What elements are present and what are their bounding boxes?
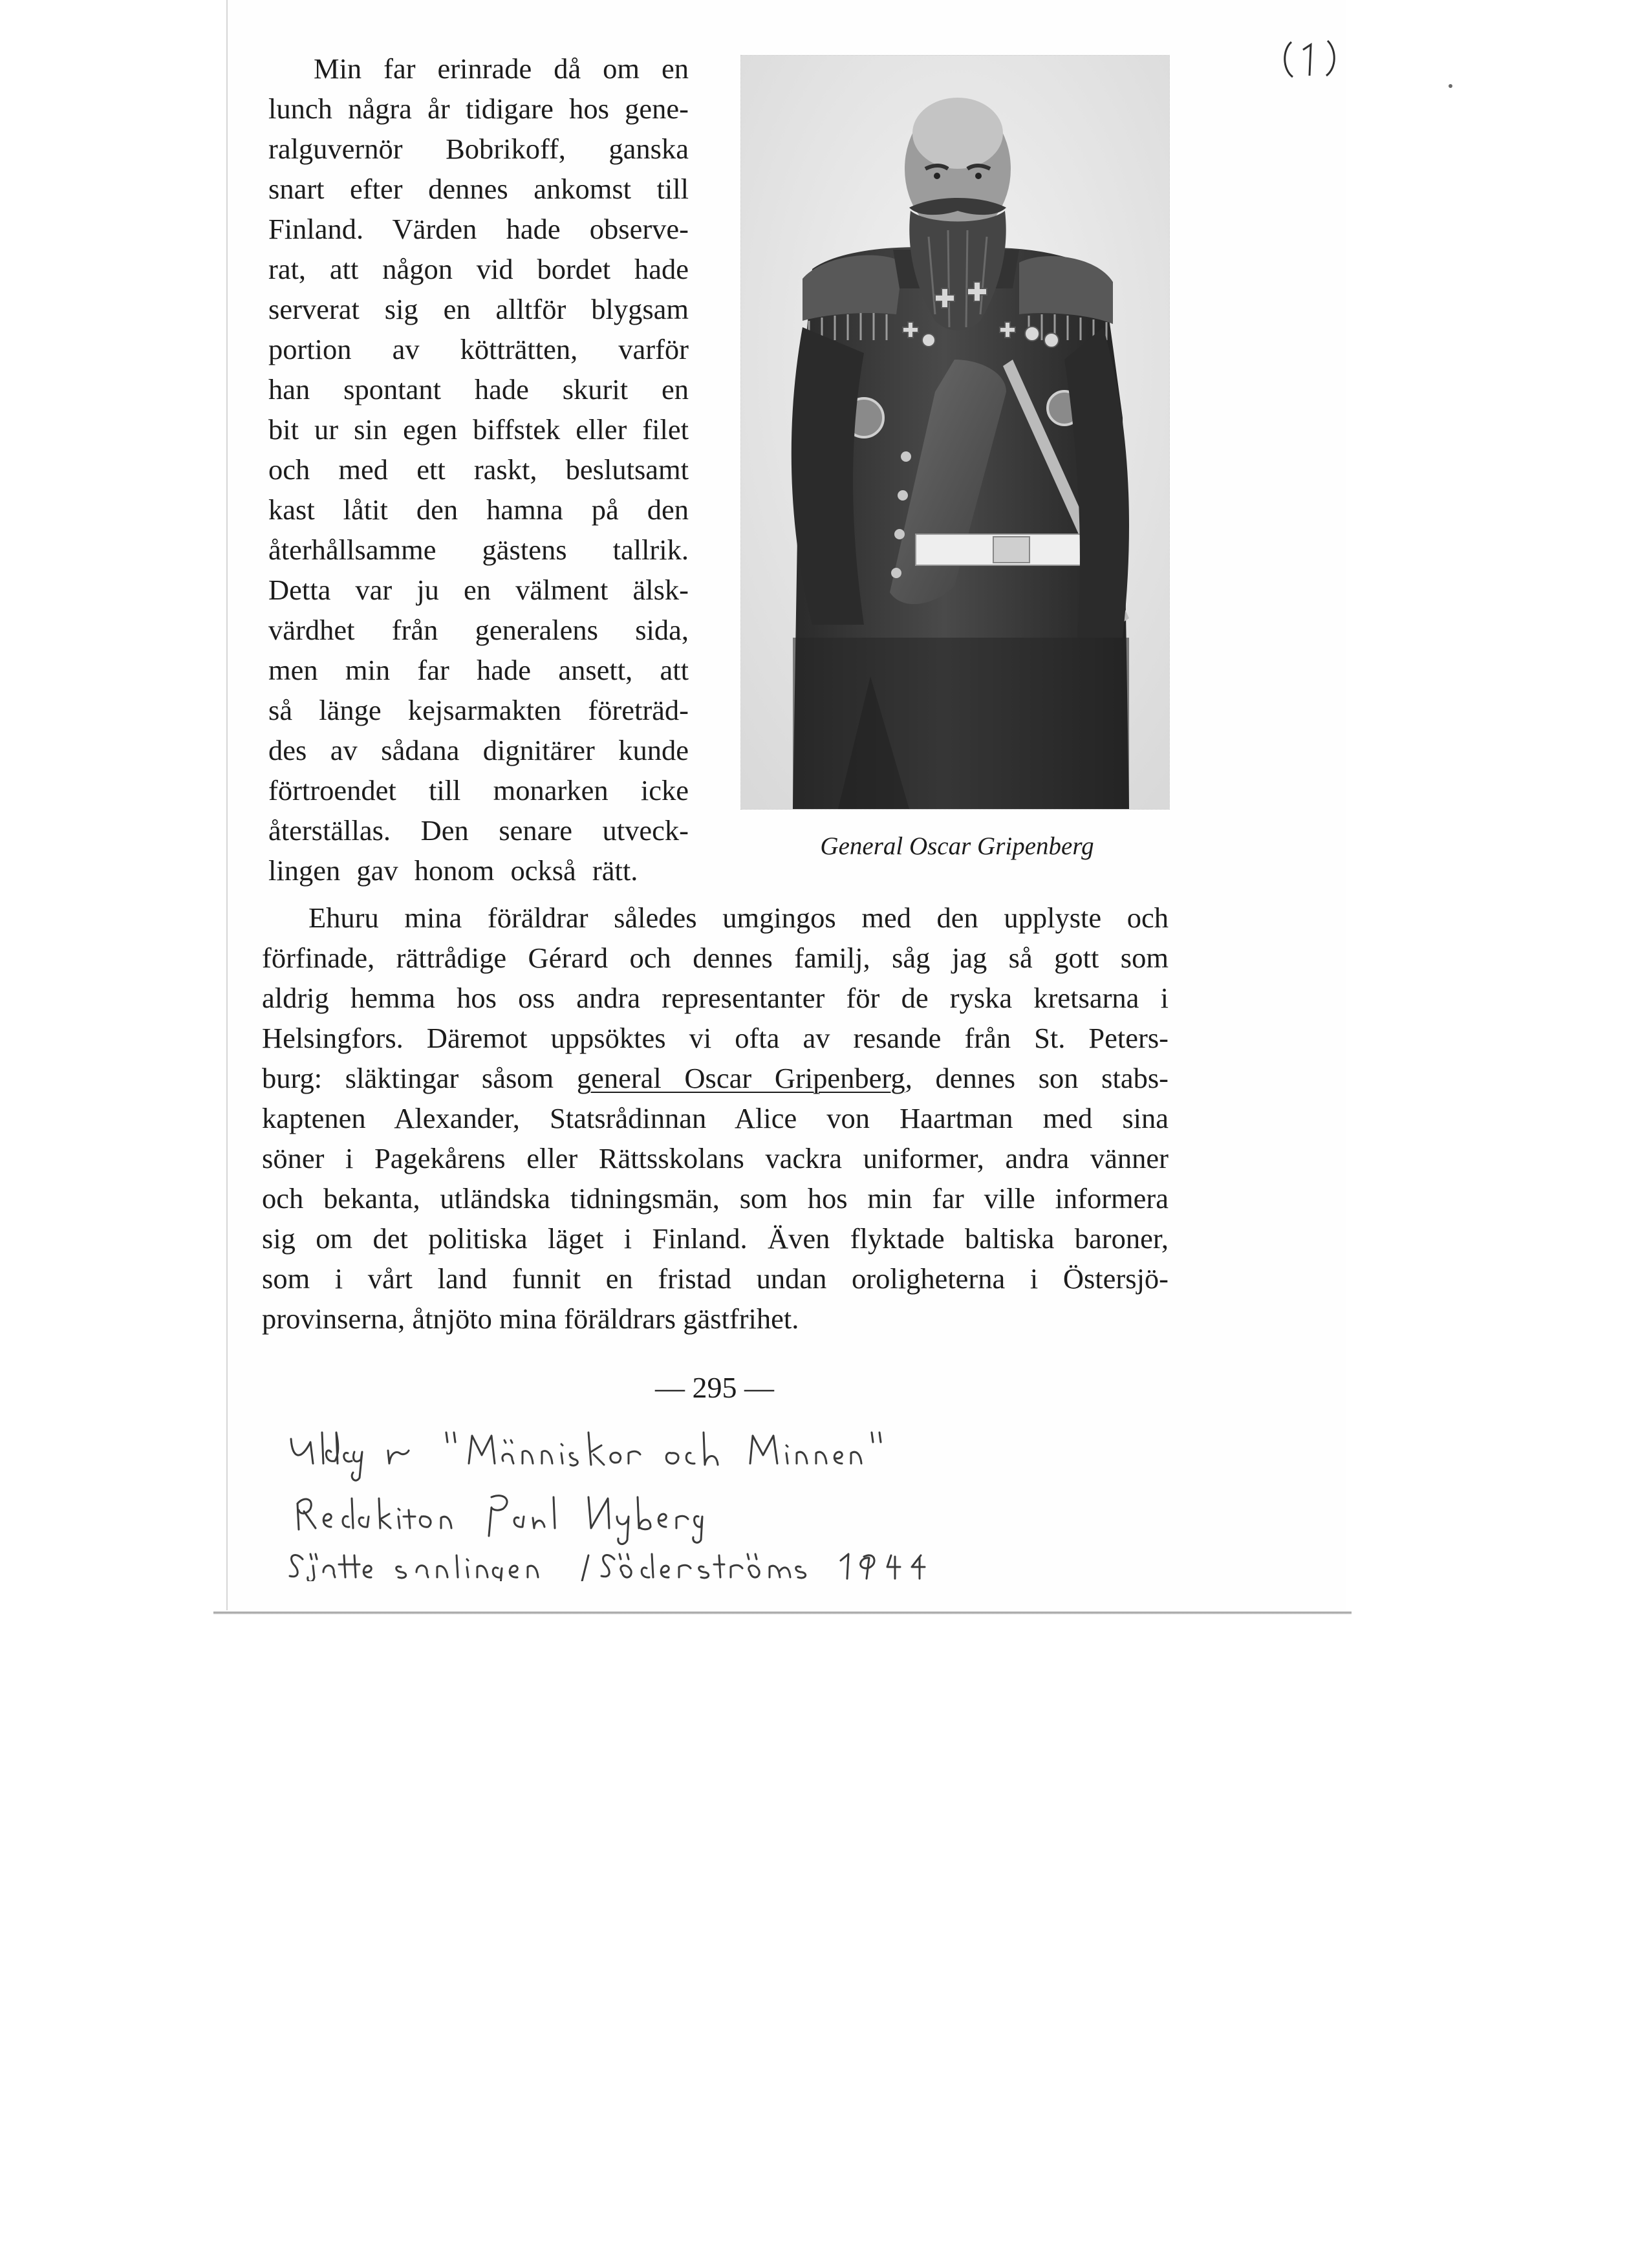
page-number: — 295 — [655, 1371, 774, 1404]
column-line: återhållsamme gästens tallrik. [268, 534, 689, 566]
paragraph-line: Helsingfors. Däremot uppsöktes vi ofta av resande från St. Peters- [262, 1022, 1169, 1054]
underlined-name: general Oscar Gripenberg [576, 1062, 905, 1094]
paragraph-line: förfinade, rättrådige Gérard och dennes familj, såg jag så gott som [262, 942, 1169, 974]
column-line: snart efter dennes ankomst till [268, 173, 689, 205]
paragraph-line: provinserna, åtnjöto mina föräldrars gästfrihet. [262, 1302, 799, 1335]
column-line: ralguvernör Bobrikoff, ganska [268, 133, 689, 165]
paragraph-line: som i vårt land funnit en fristad undan oroligheterna i Östersjö- [262, 1262, 1169, 1295]
paragraph-line: Ehuru mina föräldrar således umgingos med den upplyste och [308, 902, 1169, 934]
paragraph-line: söner i Pagekårens eller Rättsskolans vackra uniformer, andra vänner [262, 1142, 1169, 1174]
column-line: värdhet från generalens sida, [268, 614, 689, 646]
handwritten-note [285, 1413, 1203, 1581]
column-line: Min far erinrade då om en [314, 52, 689, 85]
column-line: lunch några år tidigare hos gene- [268, 92, 689, 125]
column-line: Detta var ju en välment älsk- [268, 574, 689, 606]
page-edge-shadow [213, 1612, 1352, 1614]
portrait-caption: General Oscar Gripenberg [820, 832, 1094, 860]
column-line: portion av kötträtten, varför [268, 333, 689, 365]
portrait-photo [740, 55, 1170, 810]
column-line: serverat sig en alltför blygsam [268, 293, 689, 325]
column-line: rat, att någon vid bordet hade [268, 253, 689, 285]
portrait-figure [740, 55, 1169, 808]
column-line: bit ur sin egen biffstek eller filet [268, 413, 689, 446]
portrait-illustration [741, 56, 1169, 809]
paragraph-line [262, 1058, 1169, 1098]
column-line: kast låtit den hamna på den [268, 493, 689, 526]
body-paragraph [262, 898, 1169, 1339]
paragraph-line: kaptenen Alexander, Statsrådinnan Alice von Haartman med sina [262, 1102, 1169, 1134]
paragraph-line: och bekanta, utländska tidningsmän, som hos min far ville informera [262, 1182, 1169, 1215]
column-line: så länge kejsarmakten företräd- [268, 694, 689, 726]
paragraph-line: sig om det politiska läget i Finland. Även flyktade baltiska baroner, [262, 1222, 1169, 1255]
column-line: återställas. Den senare utveck- [268, 814, 689, 847]
paragraph-text: , dennes son stabs- [905, 1062, 1169, 1094]
scan-speck [1449, 84, 1452, 88]
column-line: lingen gav honom också rätt. [268, 854, 638, 887]
column-line: förtroendet till monarken icke [268, 774, 689, 806]
folio-mark [1277, 36, 1342, 87]
text-column [268, 49, 689, 891]
column-line: han spontant hade skurit en [268, 373, 689, 405]
paragraph-text: burg: släktingar såsom [262, 1062, 577, 1094]
paragraph-line: aldrig hemma hos oss andra representanter för de ryska kretsarna i [262, 982, 1169, 1014]
column-line: och med ett raskt, beslutsamt [268, 453, 689, 486]
column-line: Finland. Värden hade observe- [268, 213, 689, 245]
column-line: des av sådana dignitärer kunde [268, 734, 689, 766]
column-line: men min far hade ansett, att [268, 654, 689, 686]
